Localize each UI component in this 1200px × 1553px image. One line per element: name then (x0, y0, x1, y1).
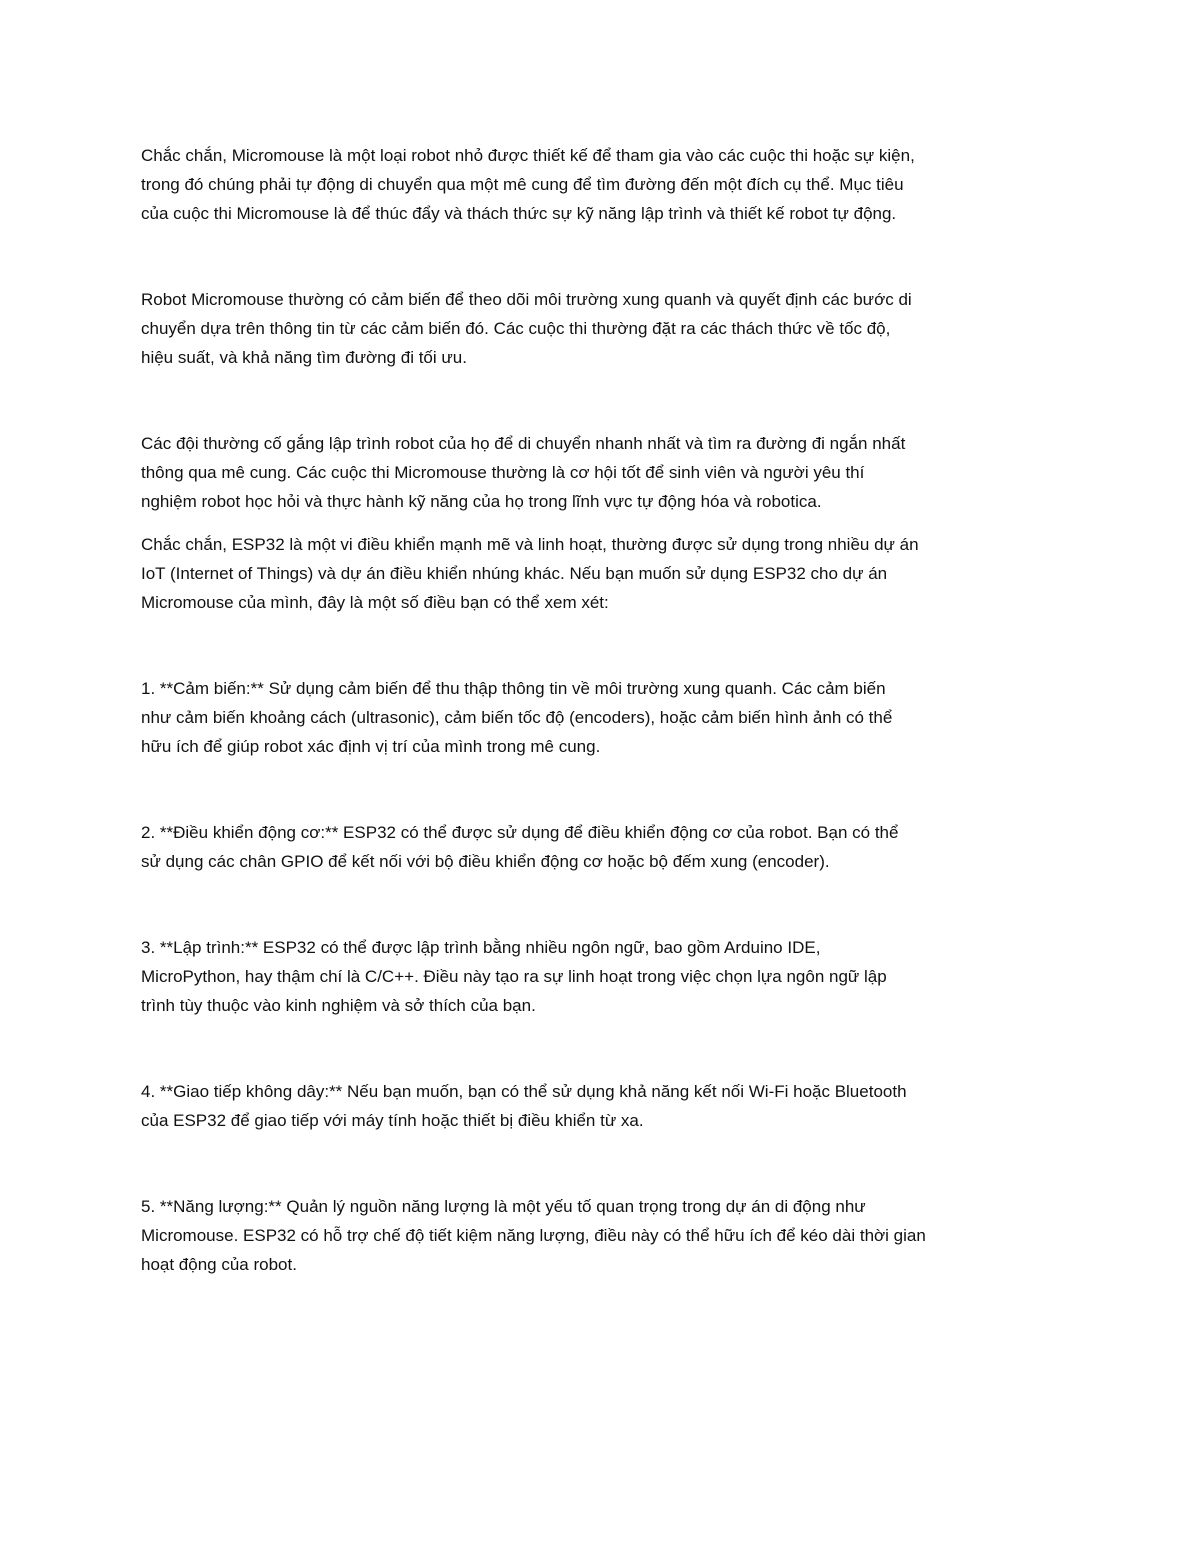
text-line: sử dụng các chân GPIO để kết nối với bộ điều khiển động cơ hoặc bộ đếm xung (encoder). (141, 852, 830, 871)
text-line: Micromouse của mình, đây là một số điều bạn có thể xem xét: (141, 593, 609, 612)
paragraph-micromouse-intro (141, 141, 1071, 228)
list-item-motor-control (141, 818, 1071, 876)
text-line: Robot Micromouse thường có cảm biến để theo dõi môi trường xung quanh và quyết định các bước di (141, 290, 912, 309)
list-item-power (141, 1192, 1071, 1279)
text-line: 5. **Năng lượng:** Quản lý nguồn năng lượng là một yếu tố quan trọng trong dự án di động như (141, 1197, 866, 1216)
text-line: hiệu suất, và khả năng tìm đường đi tối ưu. (141, 348, 467, 367)
text-line: trình tùy thuộc vào kinh nghiệm và sở thích của bạn. (141, 996, 536, 1015)
text-line: Các đội thường cố gắng lập trình robot của họ để di chuyển nhanh nhất và tìm ra đường đi ngắn nhất (141, 434, 906, 453)
text-line: 4. **Giao tiếp không dây:** Nếu bạn muốn, bạn có thể sử dụng khả năng kết nối Wi-Fi hoặc Bluetooth (141, 1082, 907, 1101)
paragraph-micromouse-sensors (141, 285, 1071, 372)
text-line: 1. **Cảm biến:** Sử dụng cảm biến để thu thập thông tin về môi trường xung quanh. Các cảm biến (141, 679, 886, 698)
list-item-sensors (141, 674, 1071, 761)
text-line: MicroPython, hay thậm chí là C/C++. Điều này tạo ra sự linh hoạt trong việc chọn lựa ngôn ngữ lập (141, 967, 887, 986)
text-line: Micromouse. ESP32 có hỗ trợ chế độ tiết kiệm năng lượng, điều này có thể hữu ích để kéo dài thời gian (141, 1226, 926, 1245)
text-line: Chắc chắn, Micromouse là một loại robot nhỏ được thiết kế để tham gia vào các cuộc thi hoặc sự kiện, (141, 146, 915, 165)
text-line: trong đó chúng phải tự động di chuyển qua một mê cung để tìm đường đến một đích cụ thể. Mục tiêu (141, 175, 904, 194)
text-line: IoT (Internet of Things) và dự án điều khiển nhúng khác. Nếu bạn muốn sử dụng ESP32 cho dự án (141, 564, 888, 583)
text-line: như cảm biến khoảng cách (ultrasonic), cảm biến tốc độ (encoders), hoặc cảm biến hình ảnh có thể (141, 708, 893, 727)
paragraph-esp32-intro (141, 530, 1071, 617)
document-body (141, 141, 1071, 1279)
text-line: hoạt động của robot. (141, 1255, 297, 1274)
text-line: chuyển dựa trên thông tin từ các cảm biến đó. Các cuộc thi thường đặt ra các thách thức về tốc độ, (141, 319, 891, 338)
text-line: Chắc chắn, ESP32 là một vi điều khiển mạnh mẽ và linh hoạt, thường được sử dụng trong nhiều dự án (141, 535, 919, 554)
list-item-programming (141, 933, 1071, 1020)
text-line: thông qua mê cung. Các cuộc thi Micromouse thường là cơ hội tốt để sinh viên và người yêu thí (141, 463, 865, 482)
text-line: 2. **Điều khiển động cơ:** ESP32 có thể được sử dụng để điều khiển động cơ của robot. Bạn có thể (141, 823, 899, 842)
text-line: nghiệm robot học hỏi và thực hành kỹ năng của họ trong lĩnh vực tự động hóa và robotica. (141, 492, 822, 511)
text-line: hữu ích để giúp robot xác định vị trí của mình trong mê cung. (141, 737, 601, 756)
paragraph-micromouse-teams (141, 429, 1071, 516)
text-line: của ESP32 để giao tiếp với máy tính hoặc thiết bị điều khiển từ xa. (141, 1111, 644, 1130)
text-line: của cuộc thi Micromouse là để thúc đẩy và thách thức sự kỹ năng lập trình và thiết kế robot tự động. (141, 204, 897, 223)
list-item-wireless (141, 1077, 1071, 1135)
text-line: 3. **Lập trình:** ESP32 có thể được lập trình bằng nhiều ngôn ngữ, bao gồm Arduino IDE, (141, 938, 821, 957)
